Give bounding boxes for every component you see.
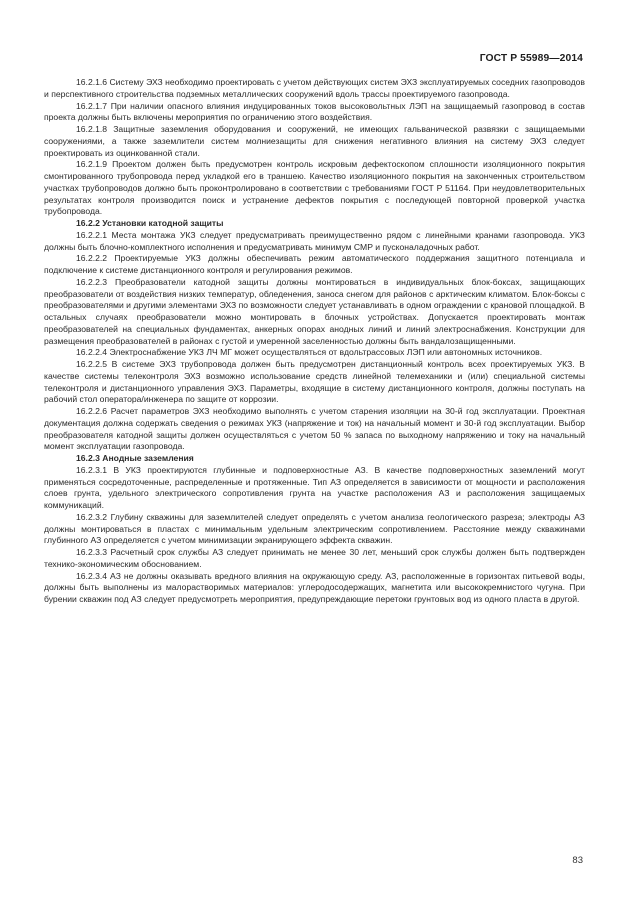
paragraph-16-2-2-1: 16.2.2.1 Места монтажа УКЗ следует предусматривать преимущественно рядом с линейными кранами газопровода. УКЗ должны быть блочно-комплектного исполнения и предусматривать минимум СМР и пусконаладочных работ. <box>44 229 585 252</box>
paragraph-16-2-1-7: 16.2.1.7 При наличии опасного влияния индуцированных токов высоковольтных ЛЭП на защищаемый газопровод в состав проекта должны быть включены мероприятия по ограничению этого воздействия. <box>44 100 585 123</box>
paragraph-16-2-2-5: 16.2.2.5 В системе ЭХЗ трубопровода должен быть предусмотрен дистанционный контроль всех проектируемых УКЗ. В качестве системы телеконтроля ЭХЗ возможно использование средств линейной телемеханики и (или) специальной системы телеконтроля и дистанционного управления ЭХЗ. Параметры, входящие в систему дистанционного контроля, должны поступать на рабочий стол оператора/инженера по защите от коррозии. <box>44 359 585 405</box>
paragraph-16-2-1-6: 16.2.1.6 Систему ЭХЗ необходимо проектировать с учетом действующих систем ЭХЗ эксплуатируемых соседних газопроводов и перспективного строительства подземных металлических сооружений вдоль трассы проектируемого газопровода. <box>44 77 585 99</box>
section-heading-16-2-3: 16.2.3 Анодные заземления <box>76 453 194 463</box>
paragraph-16-2-3-3: 16.2.3.3 Расчетный срок службы АЗ следует принимать не менее 30 лет, меньший срок службы должен быть подтвержден технико-экономическим обоснованием. <box>44 547 585 569</box>
document-body <box>44 77 585 606</box>
paragraph-16-2-2-6: 16.2.2.6 Расчет параметров ЭХЗ необходимо выполнять с учетом старения изоляции на 30-й год эксплуатации. Проектная документация должна содержать сведения о режимах УКЗ (напряжение и ток) на начальный момент и 30-й год эксплуатации. Выбор преобразователя катодной защиты должен осуществляться с учетом 50 % запаса по выходному напряжению и току на начальный момент эксплуатации газопровода. <box>44 406 585 452</box>
page-number: 83 <box>572 855 583 866</box>
paragraph-16-2-1-8: 16.2.1.8 Защитные заземления оборудования и сооружений, не имеющих гальванической развязки с защищаемыми сооружениями, а также заземлители систем молниезащиты для снижения негативного влияния на систему ЭХЗ следует проектировать из оцинкованной стали. <box>44 124 585 158</box>
paragraph-16-2-3-4: 16.2.3.4 АЗ не должны оказывать вредного влияния на окружающую среду. АЗ, расположенные в горизонтах питьевой воды, должны быть выполнены из малорастворимых материалов: углеродосодержащих, магнетита или высококремнистого чугуна. При бурении скважин под АЗ следует предусмотреть мероприятия, предупреждающие перетоки грунтовых вод из одного пласта в другой. <box>44 570 585 604</box>
paragraph-16-2-2-2: 16.2.2.2 Проектируемые УКЗ должны обеспечивать режим автоматического поддержания защитного потенциала и подключение к системе дистанционного контроля и регулирования режимов. <box>44 253 585 275</box>
paragraph-16-2-3-1: 16.2.3.1 В УКЗ проектируются глубинные и подповерхностные АЗ. В качестве подповерхностных заземлений могут применяться сосредоточенные, распределенные и протяженные. Тип АЗ определяется в зависимости от мощности и расположения слоев грунта, удельного электрического сопротивления грунта на участке расположения АЗ и расположения защищаемых коммуникаций. <box>44 464 585 510</box>
section-heading-16-2-2: 16.2.2 Установки катодной защиты <box>76 218 224 228</box>
paragraph-16-2-2-4: 16.2.2.4 Электроснабжение УКЗ ЛЧ МГ может осуществляться от вдольтрассовых ЛЭП или автономных источников. <box>76 347 543 358</box>
paragraph-16-2-3-2: 16.2.3.2 Глубину скважины для заземлителей следует определять с учетом анализа геологического разреза; электроды АЗ должны монтироваться в пластах с минимальным удельным электрическим сопротивлением. Расстояние между скважинами глубинного АЗ определяется с учетом минимизации экранирующего эффекта скважин. <box>44 511 585 546</box>
paragraph-16-2-1-9: 16.2.1.9 Проектом должен быть предусмотрен контроль искровым дефектоскопом сплошности изоляционного покрытия смонтированного трубопровода перед укладкой его в траншею. Качество изоляционного покрытия на законченных строительством участках трубопроводов должно быть проконтролировано в соответствии с требованиями ГОСТ Р 51164. При неудовлетворительных результатах контроля производится поиск и устранение дефектов покрытия с последующей повторной проверкой участка трубопровода. <box>44 159 585 217</box>
standard-designation: ГОСТ Р 55989—2014 <box>479 53 583 64</box>
paragraph-16-2-2-3: 16.2.2.3 Преобразователи катодной защиты должны монтироваться в индивидуальных блок-боксах, защищающих преобразователи от воздействия низких температур, обледенения, заноса снегом для районов с арктическим климатом. Блок-боксы с преобразователями и другими элементами ЭХЗ по возможности следует устанавливать в одном ограждении с крановой площадкой. В остальных случаях преобразователи можно монтировать в блочных устройствах. Допускается проектировать монтаж преобразователей на специальных фундаментах, анкерных опорах анодных линий и линий электроснабжения. Конструкции для размещения преобразователей в районах с густой и умеренной заселенностью должны быть вандалозащищенными. <box>44 276 585 346</box>
